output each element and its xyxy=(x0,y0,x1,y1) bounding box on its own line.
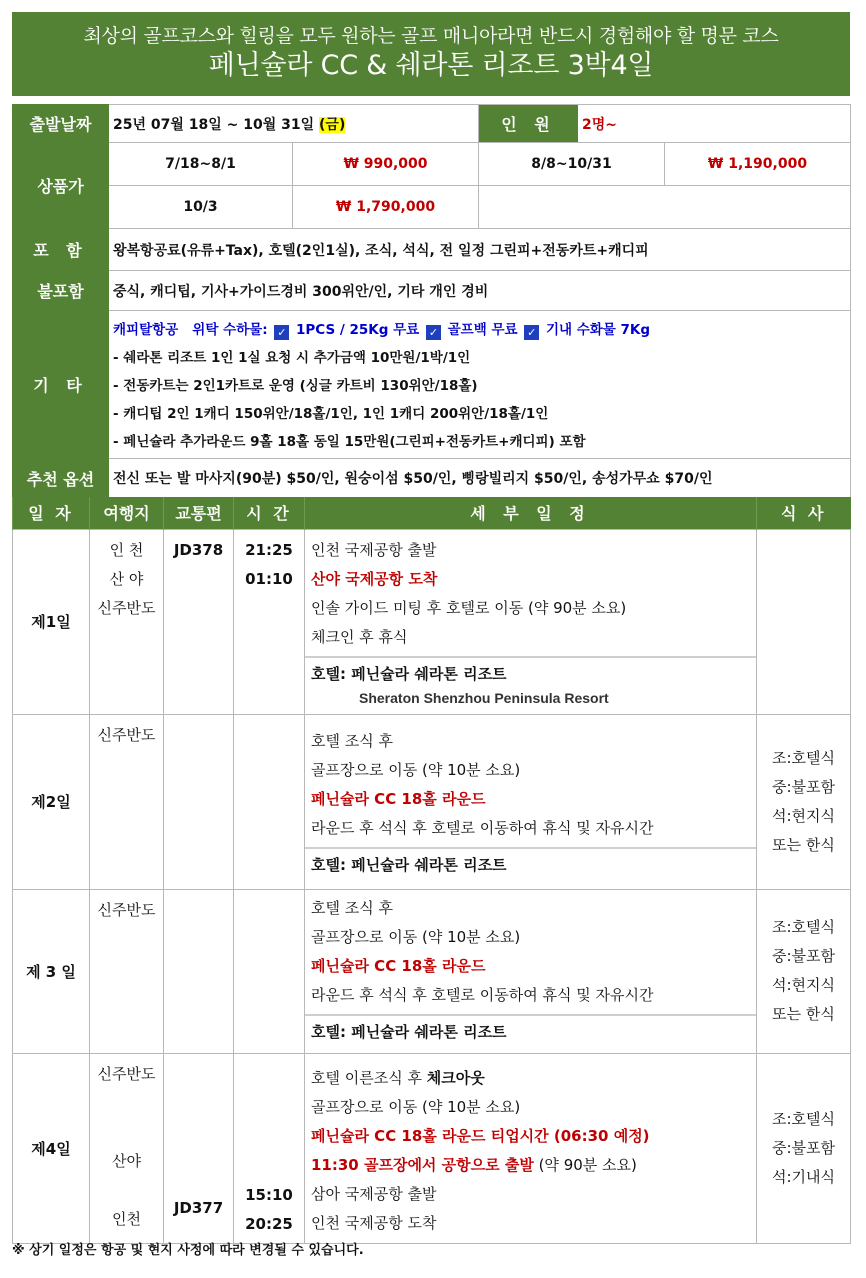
etc-row xyxy=(13,311,851,459)
flight-number: JD377 xyxy=(164,1053,234,1243)
detail-line: 호텔 조식 후 xyxy=(311,731,393,750)
place-cell xyxy=(90,529,164,714)
meal-item: 중:불포함 xyxy=(771,777,835,796)
hotel-name-en: Sheraton Shenzhou Peninsula Resort xyxy=(359,689,609,706)
header-day: 일 자 xyxy=(13,497,90,529)
product-info-table xyxy=(12,104,851,498)
itinerary-day-row xyxy=(13,714,851,889)
checkbox-checked-icon: ✓ xyxy=(524,325,539,340)
departure-dates: 25년 07월 18일 ~ 10월 31일 xyxy=(113,116,320,133)
time-cell xyxy=(234,889,305,1053)
detail-line: 인천 국제공항 도착 xyxy=(311,1213,437,1232)
itinerary-day-row xyxy=(13,1053,851,1243)
exclude-label: 불포함 xyxy=(13,271,109,311)
baggage-line xyxy=(113,316,846,344)
meals-cell xyxy=(757,889,851,1053)
place-name: 신주반도 xyxy=(97,1064,156,1083)
header-details: 세 부 일 정 xyxy=(305,497,757,529)
detail-line: 체크인 후 휴식 xyxy=(311,627,408,646)
baggage-item: 기내 수화물 7Kg xyxy=(545,321,651,338)
options-row xyxy=(13,459,851,498)
departure-row xyxy=(13,105,851,143)
etc-line: - 페닌슐라 추가라운드 9홀 18홀 동일 15만원(그린피+전동카트+캐디피) 포함 xyxy=(113,433,586,450)
include-row xyxy=(13,229,851,271)
detail-bold: 체크아웃 xyxy=(426,1068,485,1087)
price-row-2 xyxy=(13,186,851,229)
detail-cell xyxy=(305,529,757,714)
time-cell xyxy=(234,529,305,714)
meal-item: 조:호텔식 xyxy=(771,918,835,936)
etc-line: - 캐디팁 2인 1캐디 150위안/18홀/1인, 1인 1캐디 200위안/18홀/1인 xyxy=(113,405,549,422)
meal-item: 또는 한식 xyxy=(772,835,835,854)
time-cell xyxy=(234,714,305,889)
itinerary-table xyxy=(12,497,851,1244)
meal-item: 석:현지식 xyxy=(771,976,835,994)
detail-cell xyxy=(305,1053,757,1243)
meal-item: 조:호텔식 xyxy=(771,748,835,767)
flight-number: JD378 xyxy=(164,529,234,714)
detail-line: 골프장으로 이동 (약 10분 소요) xyxy=(311,760,521,779)
place-cell xyxy=(90,1053,164,1243)
departure-label: 출발날짜 xyxy=(13,105,109,143)
hotel-info xyxy=(305,847,756,881)
time-value: 20:25 xyxy=(245,1214,293,1233)
detail-text: 호텔 이른조식 후 xyxy=(311,1068,427,1087)
price-value: ₩ 1,790,000 xyxy=(293,186,479,229)
meals-cell xyxy=(757,1053,851,1243)
options-label: 추천 옵션 xyxy=(13,459,109,498)
detail-line: 호텔 조식 후 xyxy=(311,898,393,917)
detail-line: 라운드 후 석식 후 호텔로 이동하여 휴식 및 자유시간 xyxy=(311,818,654,837)
place-name: 산야 xyxy=(112,1151,141,1170)
meal-item: 조:호텔식 xyxy=(771,1109,835,1128)
detail-highlight: 11:30 골프장에서 공항으로 출발 xyxy=(311,1155,534,1174)
exclude-value: 중식, 캐디팁, 기사+가이드경비 300위안/인, 기타 개인 경비 xyxy=(109,271,851,311)
place-name: 인천 xyxy=(112,1209,141,1228)
header-time: 시 간 xyxy=(234,497,305,529)
etc-line: - 전동카트는 2인1카트로 운영 (싱글 카트비 130위안/18홀) xyxy=(113,377,478,394)
detail-line-highlight: 페닌슐라 CC 18홀 라운드 xyxy=(311,789,486,808)
price-period: 10/3 xyxy=(109,186,293,229)
detail-text: (약 90분 소요) xyxy=(533,1155,637,1174)
detail-line: 인솔 가이드 미팅 후 호텔로 이동 (약 90분 소요) xyxy=(311,598,627,617)
hotel-name: 호텔: 페닌슐라 쉐라톤 리조트 xyxy=(311,1022,507,1041)
detail-line: 삼아 국제공항 출발 xyxy=(311,1184,437,1203)
meal-item: 석:기내식 xyxy=(771,1167,835,1186)
price-value: ₩ 1,190,000 xyxy=(665,143,851,186)
price-label: 상품가 xyxy=(13,143,109,229)
itinerary-day-row xyxy=(13,529,851,714)
exclude-row xyxy=(13,271,851,311)
itinerary-day-row xyxy=(13,889,851,1053)
hotel-name: 호텔: 페닌슐라 쉐라톤 리조트 xyxy=(311,855,507,874)
hotel-name: 호텔: 페닌슐라 쉐라톤 리조트 xyxy=(311,664,507,683)
meal-item: 중:불포함 xyxy=(771,947,835,965)
place-cell xyxy=(90,889,164,1053)
people-label: 인 원 xyxy=(479,105,578,142)
people-value: 2명~ xyxy=(582,116,617,133)
detail-line-highlight: 산야 국제공항 도착 xyxy=(311,569,438,588)
etc-line: - 쉐라톤 리조트 1인 1실 요청 시 추가금액 10만원/1박/1인 xyxy=(113,349,471,366)
price-value: ₩ 990,000 xyxy=(293,143,479,186)
baggage-item: 골프백 무료 xyxy=(447,321,518,338)
time-value: 21:25 xyxy=(245,540,293,559)
place-name: 신주반도 xyxy=(97,598,156,617)
hotel-info xyxy=(305,656,756,714)
time-value: 15:10 xyxy=(245,1185,293,1204)
price-empty-cell xyxy=(479,186,851,229)
meals-cell xyxy=(757,714,851,889)
time-value: 01:10 xyxy=(245,569,293,588)
price-period: 8/8~10/31 xyxy=(479,143,665,186)
departure-weekday: (금) xyxy=(319,116,346,133)
baggage-item: 1PCS / 25Kg 무료 xyxy=(296,321,420,338)
checkbox-checked-icon: ✓ xyxy=(426,325,441,340)
detail-line: 골프장으로 이동 (약 10분 소요) xyxy=(311,927,521,946)
place-name: 신주반도 xyxy=(97,725,156,744)
departure-value xyxy=(109,105,479,143)
meals-cell xyxy=(757,529,851,714)
detail-line xyxy=(311,1151,756,1180)
options-value: 전신 또는 발 마사지(90분) $50/인, 원숭이섬 $50/인, 삥랑빌리지 $50/인, 송성가무쇼 $70/인 xyxy=(109,459,851,498)
flight-number xyxy=(164,889,234,1053)
banner-title: 페닌슐라 CC & 쉐라톤 리조트 3박4일 xyxy=(208,50,654,81)
time-cell xyxy=(234,1053,305,1243)
itinerary-header xyxy=(13,497,851,529)
hotel-info xyxy=(305,1014,756,1048)
banner-subtitle: 최상의 골프코스와 힐링을 모두 원하는 골프 매니아라면 반드시 경험해야 할 명문 코스 xyxy=(83,25,779,47)
detail-line-highlight: 페닌슐라 CC 18홀 라운드 티업시간 (06:30 예정) xyxy=(311,1126,650,1145)
detail-cell xyxy=(305,889,757,1053)
day-label: 제 3 일 xyxy=(13,889,90,1053)
detail-line: 골프장으로 이동 (약 10분 소요) xyxy=(311,1097,521,1116)
flight-number xyxy=(164,714,234,889)
detail-line-highlight: 페닌슐라 CC 18홀 라운드 xyxy=(311,956,486,975)
detail-line xyxy=(311,1064,756,1093)
header-place: 여행지 xyxy=(90,497,164,529)
day-label: 제4일 xyxy=(13,1053,90,1243)
include-value: 왕복항공료(유류+Tax), 호텔(2인1실), 조식, 석식, 전 일정 그린피+전동카트+캐디피 xyxy=(109,229,851,271)
footnote: ※ 상기 일정은 항공 및 현지 사정에 따라 변경될 수 있습니다. xyxy=(12,1243,364,1258)
price-row-1 xyxy=(13,143,851,186)
header-meals: 식 사 xyxy=(757,497,851,529)
detail-line: 라운드 후 석식 후 호텔로 이동하여 휴식 및 자유시간 xyxy=(311,985,654,1004)
baggage-prefix: 캐피탈항공 위탁 수하물: xyxy=(113,321,268,338)
detail-line: 인천 국제공항 출발 xyxy=(311,540,437,559)
meal-item: 또는 한식 xyxy=(772,1005,835,1023)
place-name: 산 야 xyxy=(109,569,144,588)
people-cell xyxy=(479,105,851,143)
etc-label: 기 타 xyxy=(13,311,109,459)
title-banner xyxy=(12,12,850,96)
header-transport: 교통편 xyxy=(164,497,234,529)
price-period: 7/18~8/1 xyxy=(109,143,293,186)
day-label: 제1일 xyxy=(13,529,90,714)
day-label: 제2일 xyxy=(13,714,90,889)
etc-content xyxy=(109,311,851,459)
detail-cell xyxy=(305,714,757,889)
meal-item: 중:불포함 xyxy=(771,1138,835,1157)
include-label: 포 함 xyxy=(13,229,109,271)
place-name: 인 천 xyxy=(109,540,144,559)
checkbox-checked-icon: ✓ xyxy=(274,325,289,340)
place-cell xyxy=(90,714,164,889)
place-name: 신주반도 xyxy=(97,900,156,919)
meal-item: 석:현지식 xyxy=(771,806,835,825)
